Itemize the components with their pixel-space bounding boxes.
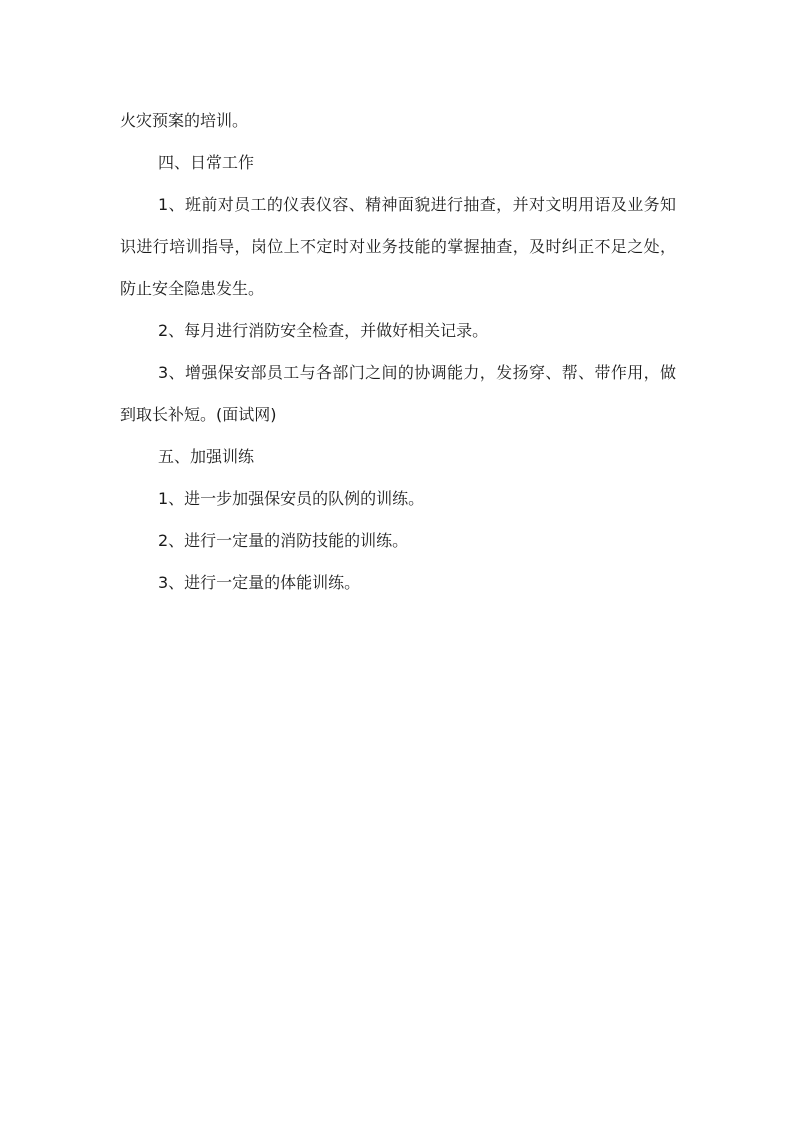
list-item-daily-3: 3、增强保安部员工与各部门之间的协调能力，发扬穿、帮、带作用，做到取长补短。(面试网): [120, 363, 676, 424]
document-body: [120, 100, 676, 604]
list-item-training-1: 1、进一步加强保安员的队例的训练。: [158, 489, 425, 508]
section-heading-training: 五、加强训练: [158, 447, 255, 466]
paragraph-continuation: 火灾预案的培训。: [120, 111, 249, 130]
section-heading-daily-work: 四、日常工作: [158, 153, 255, 172]
list-item-training-2: 2、进行一定量的消防技能的训练。: [158, 531, 409, 550]
list-item-training-3: 3、进行一定量的体能训练。: [158, 573, 361, 592]
list-item-daily-2: 2、每月进行消防安全检查，并做好相关记录。: [158, 321, 489, 340]
list-item-daily-1: 1、班前对员工的仪表仪容、精神面貌进行抽查，并对文明用语及业务知识进行培训指导，岗位上不定时对业务技能的掌握抽查，及时纠正不足之处，防止安全隐患发生。: [120, 195, 676, 298]
